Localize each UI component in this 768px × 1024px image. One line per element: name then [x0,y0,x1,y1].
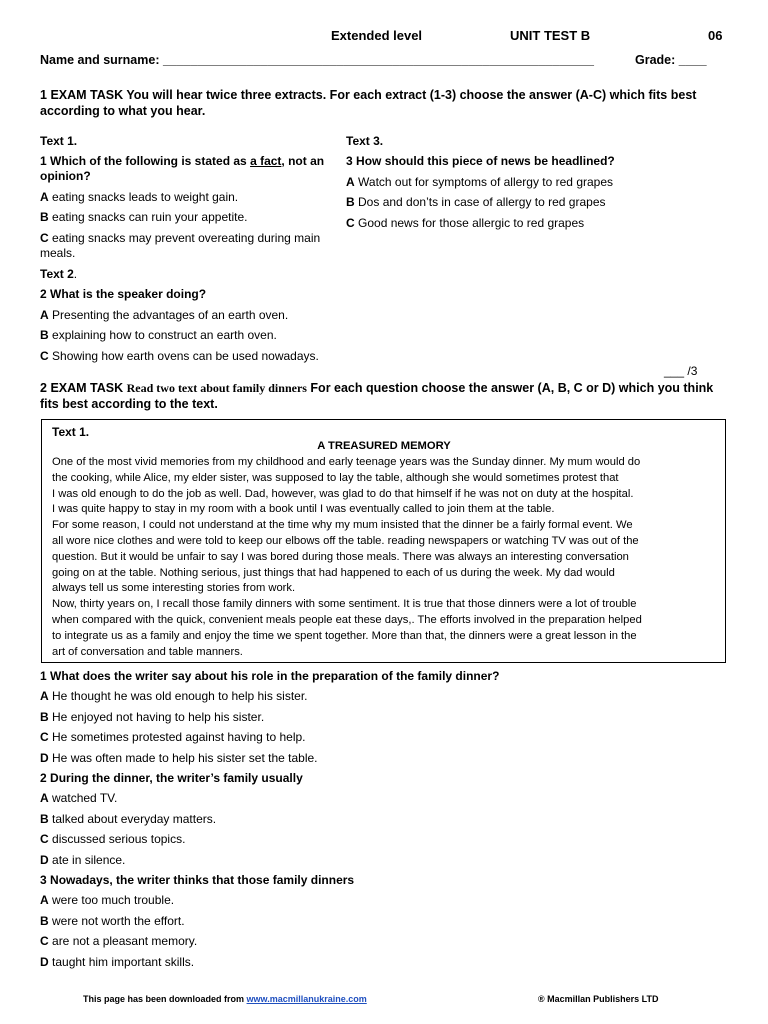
footer-download-text: This page has been downloaded from [83,994,245,1004]
question-text: How should this piece of news be headlined? [356,154,615,168]
question-number: 1 [40,154,47,168]
task1-score: ___ /3 [664,364,698,378]
passage-body [52,455,720,660]
passage-line: One of the most vivid memories from my childhood and early teenage years was the Sunday dinner. My mum would do [52,456,641,468]
text2-title: Text 2. [40,267,78,281]
option-text: are not a pleasant memory. [52,934,198,948]
option-letter: A [40,791,49,805]
text2-option-c[interactable] [40,349,319,363]
q1-option-b[interactable] [40,710,264,724]
task1-number: 1 [40,88,47,102]
option-letter: D [40,751,49,765]
option-text: ate in silence. [52,853,126,867]
option-text: Good news for those allergic to red grapes [358,216,585,230]
text1-option-a[interactable] [40,190,238,204]
task2-instruction-serif: Read two text about family dinners [126,381,307,395]
option-letter: A [40,689,49,703]
option-text: were too much trouble. [52,893,175,907]
option-text: He thought he was old enough to help his sister. [52,689,308,703]
test-title: UNIT TEST B [510,28,591,43]
option-text: eating snacks may prevent overeating during main [52,231,321,245]
question-number: 3 [346,154,353,168]
option-letter: C [40,231,49,245]
option-letter: D [40,955,49,969]
task1-instruction-line2: according to what you hear. [40,104,206,118]
option-letter: B [40,210,49,224]
footer-link[interactable]: www.macmillanukraine.com [246,994,367,1004]
level-label: Extended level [331,28,423,43]
question-text-end: , not an [281,154,325,168]
task1-heading [40,87,696,103]
task1-instruction-line1: EXAM TASK You will hear twice three extracts. For each extract (1-3) choose the answer (A-C) which fits best [50,88,697,102]
question-text: What is the speaker doing? [50,287,207,301]
passage-line: all wore nice clothes and were told to keep our elbows off the table. reading newspapers or watching TV was out of the [52,534,639,547]
q1-option-c[interactable] [40,730,306,744]
passage-line: the cooking, while Alice, my elder sister, was supposed to lay the table, although she would sometimes protest that [52,471,619,484]
q1-option-d[interactable] [40,751,318,765]
q2-option-a[interactable] [40,791,117,805]
task2-instruction-post: For each question choose the answer (A, B, C or D) which you think [310,381,714,395]
question-number: 2 [40,771,47,785]
passage-line: always tell us some interesting stories from work. [52,582,296,595]
passage-line: art of conversation and table manners. [52,645,243,658]
text1-option-b[interactable] [40,210,247,224]
option-text: were not worth the effort. [52,914,185,928]
task2-instruction-pre: EXAM TASK [50,381,124,395]
question-text: What does the writer say about his role in the preparation of the family dinner? [50,669,500,683]
text2-option-a[interactable] [40,308,288,322]
option-text: eating snacks leads to weight gain. [52,190,239,204]
option-letter: D [40,853,49,867]
option-letter: A [40,308,49,322]
passage-line: I was old enough to do the job as well. Dad, however, was glad to do that himself if he was not on duty at the hospital. [52,487,634,500]
q3-option-c[interactable] [40,934,197,948]
text3-option-a[interactable] [346,175,613,189]
q2-option-b[interactable] [40,812,216,826]
passage-title: A TREASURED MEMORY [317,440,451,452]
option-letter: C [346,216,355,230]
option-text: talked about everyday matters. [52,812,217,826]
option-letter: C [40,934,49,948]
text2-question [40,287,206,301]
footer-copyright: ® Macmillan Publishers LTD [538,994,659,1004]
task2-heading [40,380,713,396]
option-text: taught him important skills. [52,955,195,969]
option-text: He enjoyed not having to help his sister. [52,710,265,724]
task2-question-3 [40,873,354,887]
option-text: He sometimes protested against having to help. [52,730,306,744]
option-letter: C [40,349,49,363]
passage-line: going on at the table. Nothing serious, just things that had happened to each of us during the week. My dad would [52,566,615,579]
option-text: explaining how to construct an earth oven. [52,328,277,342]
name-field-label: Name and surname: ______________________________________________________________ [40,53,594,67]
option-letter: C [40,730,49,744]
option-text: Watch out for symptoms of allergy to red grapes [358,175,614,189]
q1-option-a[interactable] [40,689,308,703]
q3-option-b[interactable] [40,914,185,928]
passage-line: when compared with the quick, convenient meals people eat these days,. The efforts involved in the preparation helped [52,613,642,626]
text3-option-c[interactable] [346,216,584,230]
passage-line: For some reason, I could not understand at the time why my mum insisted that the dinner be a fairly formal event. We [52,519,633,532]
grade-field-label: Grade: ____ [635,53,707,67]
passage-text-label: Text 1. [52,425,90,439]
option-letter: B [40,328,49,342]
footer-download [83,994,367,1004]
passage-line: question. But it would be unfair to say I was bored during those meals. There was always an interesting conversation [52,550,629,563]
option-text: eating snacks can ruin your appetite. [52,210,248,224]
question-number: 2 [40,287,47,301]
option-text: Showing how earth ovens can be used nowadays. [52,349,319,363]
option-letter: C [40,832,49,846]
text1-option-c-line2: meals. [40,246,76,260]
option-letter: B [346,195,355,209]
option-letter: B [40,812,49,826]
text1-title: Text 1. [40,134,78,148]
question-text: During the dinner, the writer’s family usually [50,771,303,785]
option-text: watched TV. [52,791,118,805]
option-letter: B [40,914,49,928]
text1-option-c[interactable] [40,231,320,245]
task2-number: 2 [40,381,47,395]
option-text: discussed serious topics. [52,832,186,846]
option-letter: A [40,190,49,204]
option-letter: B [40,710,49,724]
option-text: Dos and don’ts in case of allergy to red grapes [358,195,606,209]
option-text: He was often made to help his sister set the table. [52,751,318,765]
question-number: 3 [40,873,47,887]
option-text: Presenting the advantages of an earth oven. [52,308,289,322]
option-letter: A [40,893,49,907]
passage-line: to integrate us as a family and enjoy the time we spent together. More than that, the dinners were a great lesson in the [52,629,637,642]
question-emphasis: a fact [250,154,282,168]
page-number: 06 [708,28,723,43]
text2-title-label: Text 2 [40,267,74,281]
question-text: Which of the following is stated as [50,154,247,168]
task2-question-2 [40,771,303,785]
question-number: 1 [40,669,47,683]
q2-option-c[interactable] [40,832,185,846]
q3-option-d[interactable] [40,955,194,969]
q3-option-a[interactable] [40,893,174,907]
question-text: Nowadays, the writer thinks that those family dinners [50,873,355,887]
q2-option-d[interactable] [40,853,125,867]
task2-instruction-line2: fits best according to the text. [40,397,218,411]
text1-question [40,154,324,168]
task2-question-1 [40,669,499,683]
option-letter: A [346,175,355,189]
text3-option-b[interactable] [346,195,606,209]
text1-question-line2: opinion? [40,169,91,183]
text2-option-b[interactable] [40,328,277,342]
text3-question [346,154,615,168]
passage-line: Now, thirty years on, I recall those family dinners with some sentiment. It is true that those dinners were a lot of trouble [52,598,637,611]
text3-title: Text 3. [346,134,384,148]
passage-line: I was quite happy to stay in my room with a book until I was eventually called to join them at the table. [52,503,555,516]
